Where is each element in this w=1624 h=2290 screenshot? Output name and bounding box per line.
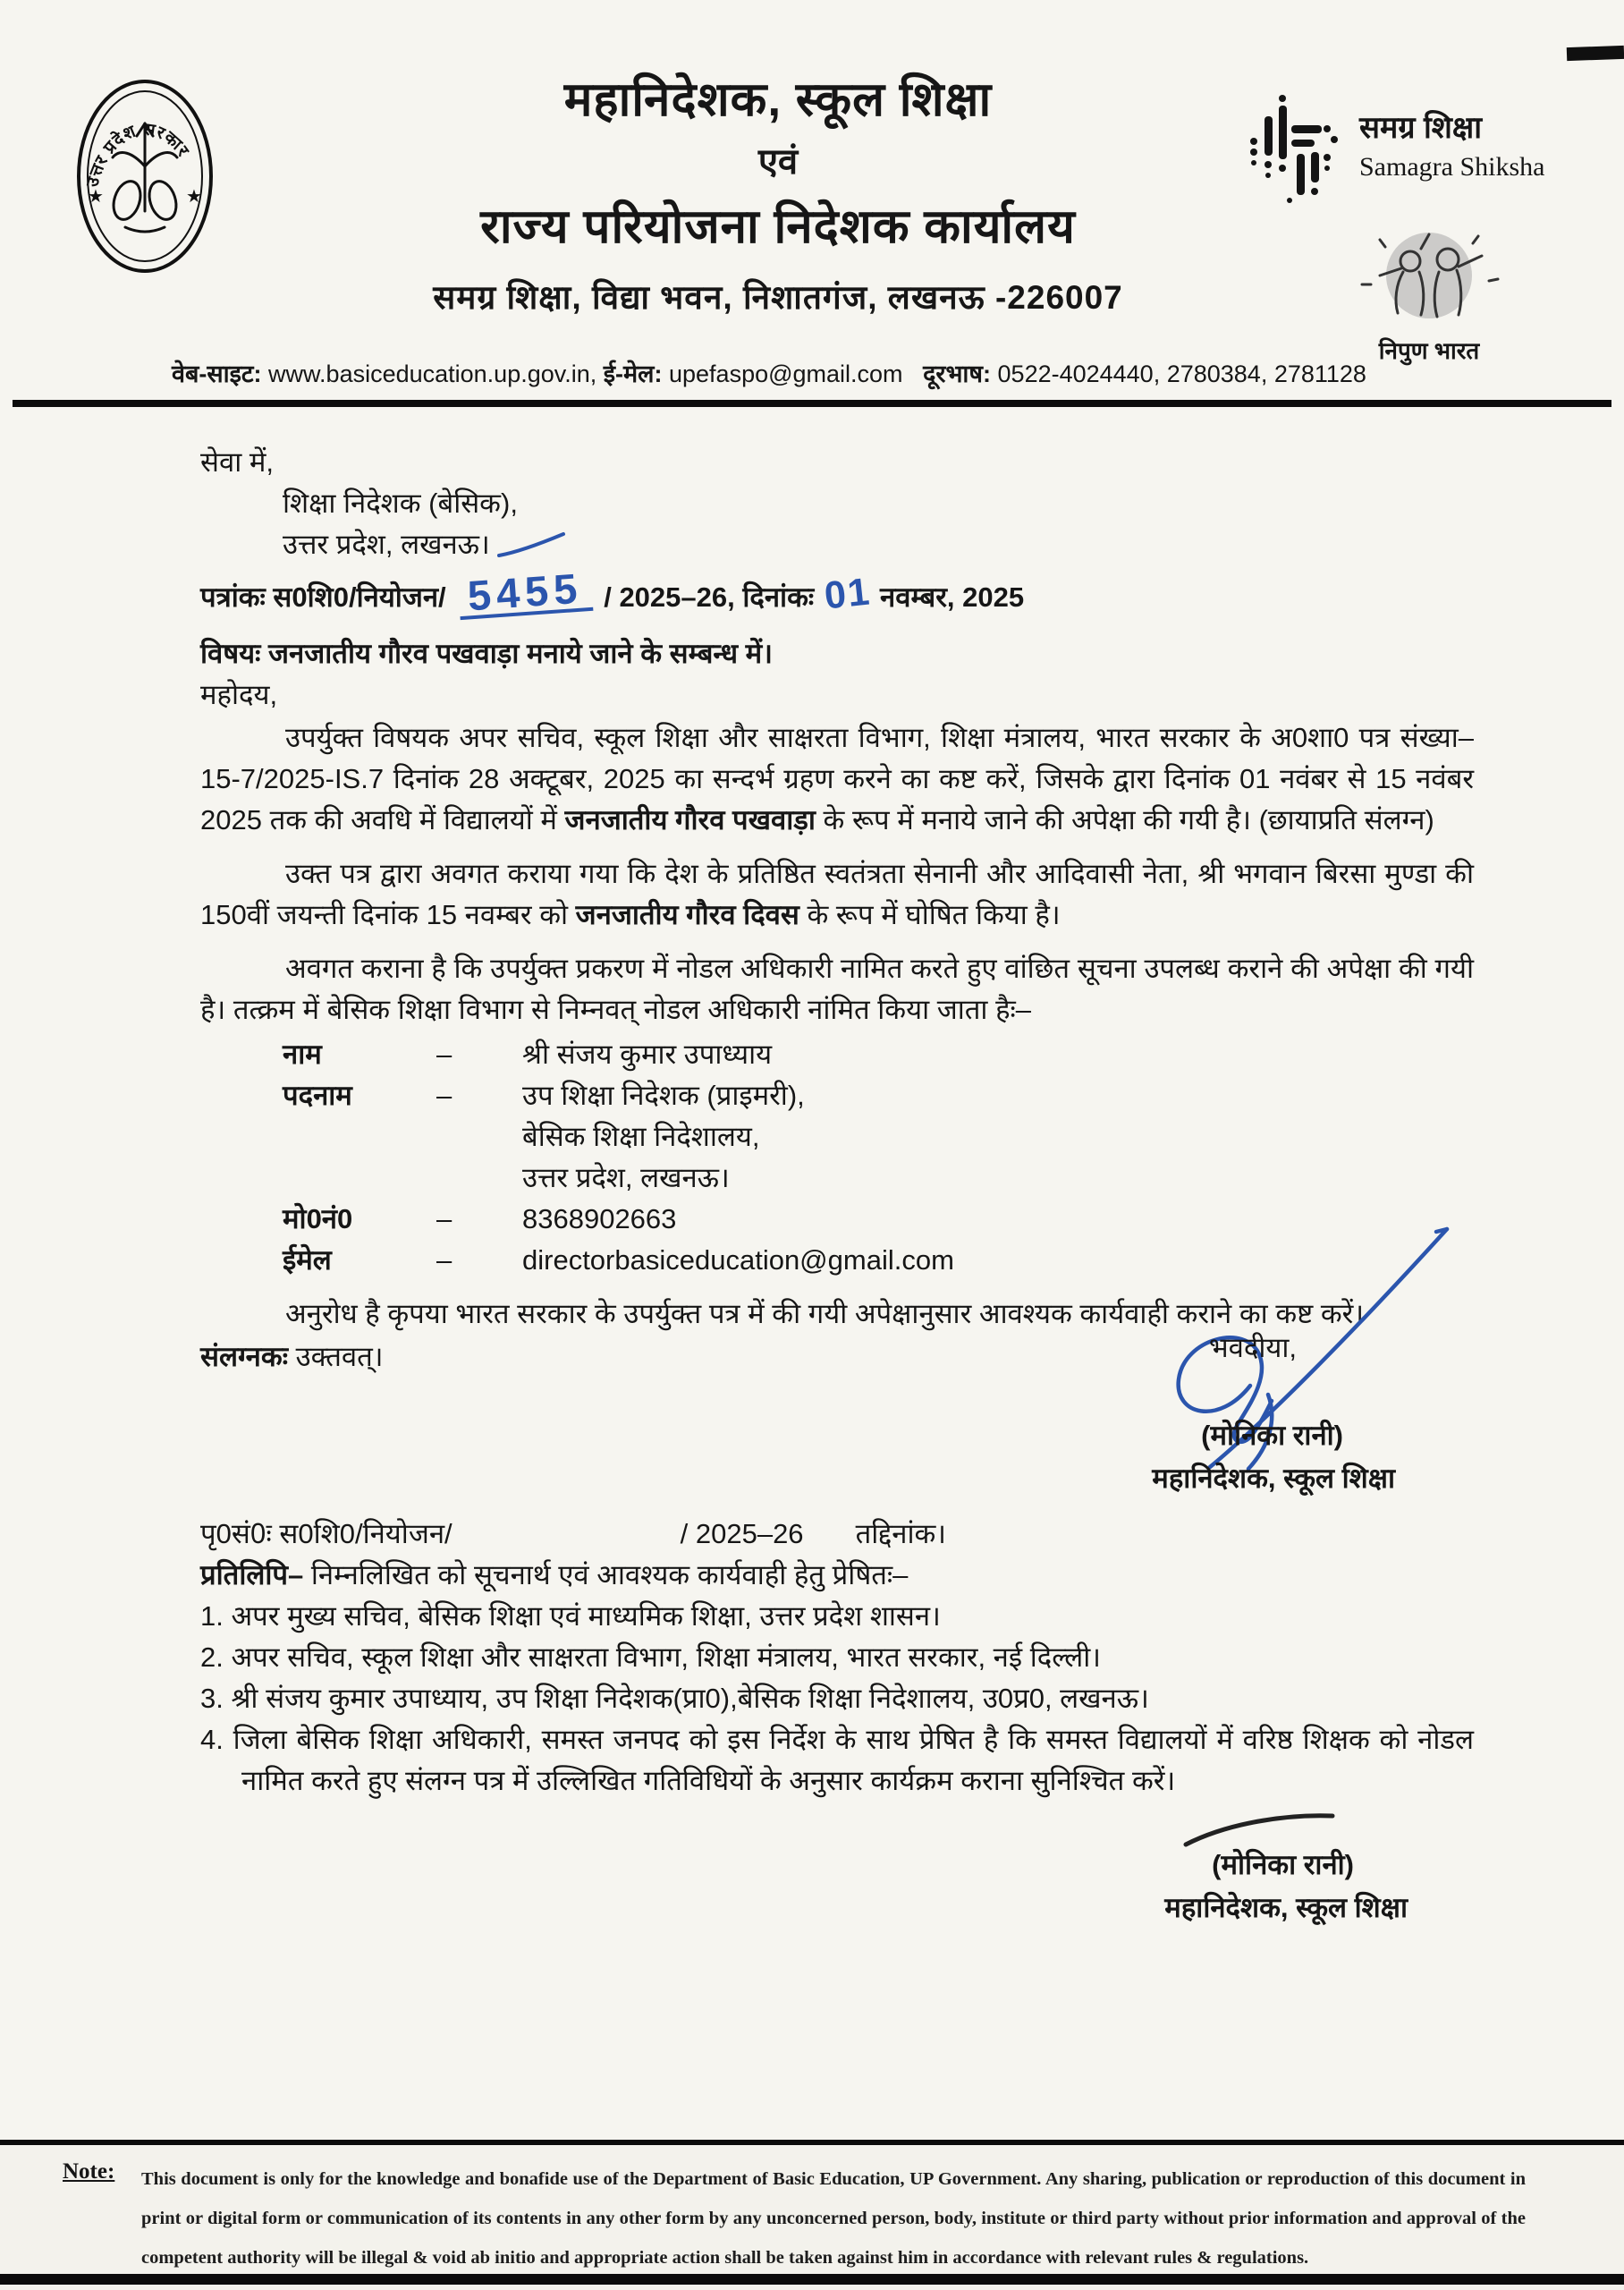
para2-bold: जनजातीय गौरव दिवस (575, 899, 799, 930)
note-text: This document is only for the knowledge and bonafide use of the Department of Basic Education, UP Government. Any sharing, publication or reproduction of this document in print or digital form or communication of its contents in any other form by any unconcerned person, body, institute or third party without prior information and approval of the competent authority will be illegal & void ab initio and appropriate action shall be taken against him in accordance with relevant rules & regulations. (141, 2169, 1526, 2268)
copy-heading (200, 1555, 1474, 1596)
website-value: www.basiceducation.up.gov.in, (268, 360, 597, 387)
para1-bold: जनजातीय गौरव पखवाड़ा (564, 804, 816, 835)
footer-bottom-rule (0, 2274, 1624, 2285)
para2-pre: उक्त पत्र द्वारा अवगत कराया गया कि देश के प्रतिष्ठित स्वतंत्रता सेनानी और आदिवासी नेता, श्री भगवान बिरसा मुण्डा की 150वीं जयन्ती दिनांक 15 नवम्बर को (200, 858, 1474, 930)
footer-top-rule (0, 2140, 1624, 2145)
enclosure-label: संलग्नकः (200, 1341, 288, 1372)
dash: – (436, 1039, 453, 1070)
signature-block-2 (200, 1811, 1474, 1945)
closing-salutation: भवदीया, (1208, 1332, 1297, 1363)
handwritten-date: 01 (822, 570, 874, 618)
greeting: महोदय, (200, 679, 278, 710)
paragraph-4: अनुरोध है कृपया भारत सरकार के उपर्युक्त पत्र में की गयी अपेक्षानुसार आवश्यक कार्यवाही कराने का कष्ट करें। (285, 1298, 1365, 1329)
up-government-emblem (73, 77, 216, 276)
signatory2-designation: महानिदेशक, स्कूल शिक्षा (1164, 1892, 1408, 1923)
copy-item-text: श्री संजय कुमार उपाध्याय, उप शिक्षा निदेशक(प्रा0),बेसिक शिक्षा निदेशालय, उ0प्र0, लखनऊ। (231, 1683, 1149, 1714)
blue-ink-mark (495, 529, 567, 559)
reference-line (200, 564, 1474, 633)
letter-body (200, 442, 1474, 1945)
dash: – (436, 1080, 453, 1111)
nodal-officer-details (283, 1034, 1474, 1281)
copy-item-text: जिला बेसिक शिक्षा अधिकारी, समस्त जनपद को इस निर्देश के साथ प्रेषित है कि समस्त विद्यालयों में वरिष्ठ शिक्षक को नोडल नामित करते हुए संलग्न पत्र में उल्लिखित गतिविधियों के अनुसार कार्यक्रम कराना सुनिश्चित करें। (233, 1724, 1474, 1796)
dash: – (436, 1203, 453, 1234)
detail-row-mobile (283, 1199, 1474, 1240)
detail-row-designation-3 (283, 1158, 1474, 1199)
designation-line1: उप शिक्षा निदेशक (प्राइमरी), (522, 1080, 805, 1111)
copy-item-num: 2. (200, 1641, 224, 1673)
ref-middle: / 2025–26, दिनांकः (604, 581, 815, 613)
letterhead (295, 64, 1261, 318)
up-government-seal-icon (73, 77, 216, 276)
email-row-value: directorbasiceducation@gmail.com (522, 1244, 954, 1276)
detail-row-email (283, 1240, 1474, 1281)
name-value: श्री संजय कुमार उपाध्याय (522, 1039, 773, 1070)
enclosure-value: उक्तवत्। (295, 1341, 384, 1372)
paragraph-1 (200, 717, 1474, 841)
contact-line (172, 356, 1366, 389)
email-row-label: ईमेल (283, 1244, 332, 1276)
copy-item-1 (200, 1596, 1474, 1637)
copy-item-text: अपर सचिव, स्कूल शिक्षा और साक्षरता विभाग, शिक्षा मंत्रालय, भारत सरकार, नई दिल्ली। (231, 1641, 1101, 1673)
email-label: ई-मेल: (603, 360, 663, 387)
endorsement-suffix: तद्दिनांक। (855, 1518, 947, 1549)
endorsement-middle: / 2025–26 (680, 1518, 804, 1549)
office-address: समग्र शिक्षा, विद्या भवन, निशातगंज, लखनऊ -226007 (433, 279, 1123, 316)
detail-row-name (283, 1034, 1474, 1075)
ref-label: पत्रांकः स0शि0/नियोजन/ (200, 581, 446, 613)
addressee-line2-text: उत्तर प्रदेश, लखनऊ। (283, 529, 490, 560)
office-title-line1: महानिदेशक, स्कूल शिक्षा (563, 73, 993, 126)
note-label: Note: (63, 2159, 115, 2184)
addressee-line2 (200, 524, 1474, 565)
mobile-value: 8368902663 (522, 1203, 677, 1234)
mobile-label: मो0नं0 (283, 1203, 353, 1234)
samagra-label-hindi: समग्र शिक्षा (1359, 111, 1483, 145)
salutation: सेवा में, (200, 446, 274, 478)
footer-note-box (0, 2140, 1624, 2290)
copy-item-num: 3. (200, 1683, 224, 1714)
copy-heading-text: निम्नलिखित को सूचनार्थ एवं आवश्यक कार्यवाही हेतु प्रेषितः– (310, 1559, 909, 1590)
signatory-name: (मोनिका रानी) (1201, 1420, 1343, 1451)
designation-label: पदनाम (283, 1080, 352, 1111)
copy-item-text: अपर मुख्य सचिव, बेसिक शिक्षा एवं माध्यमिक शिक्षा, उत्तर प्रदेश शासन। (231, 1600, 941, 1632)
addressee-line1: शिक्षा निदेशक (बेसिक), (283, 488, 518, 519)
website-label: वेब-साइट: (172, 360, 262, 387)
signatory2-name: (मोनिका रानी) (1212, 1849, 1354, 1880)
samagra-label-english: Samagra Shiksha (1359, 152, 1545, 182)
emblem-star-right: ★ (186, 187, 202, 207)
phone-numbers: 0522-4024440, 2780384, 2781128 (997, 360, 1366, 387)
subject-line: विषयः जनजातीय गौरव पखवाड़ा मनाये जाने के सम्बन्ध में। (200, 638, 773, 669)
designation-line2: बेसिक शिक्षा निदेशालय, (522, 1121, 760, 1152)
designation-line3: उत्तर प्रदेश, लखनऊ। (522, 1162, 730, 1193)
office-title-line3: राज्य परियोजना निदेशक कार्यालय (480, 200, 1076, 253)
signatory-designation: महानिदेशक, स्कूल शिक्षा (1152, 1463, 1395, 1494)
copy-item-num: 4. (200, 1724, 224, 1755)
email-value: upefaspo@gmail.com (669, 360, 903, 387)
nipun-bharat-logo (1340, 222, 1518, 366)
office-title-line2: एवं (757, 142, 799, 182)
paragraph-2 (200, 853, 1474, 936)
header-divider (13, 400, 1611, 407)
paragraph-3: अवगत कराना है कि उपर्युक्त प्रकरण में नोडल अधिकारी नामित करते हुए वांछित सूचना उपलब्ध कराने की अपेक्षा की गयी है। तत्क्रम में बेसिक शिक्षा विभाग से निम्नवत् नोडल अधिकारी नांमित किया जाता हैः– (200, 953, 1474, 1025)
phone-label: दूरभाष: (923, 360, 992, 387)
nipun-bharat-children-icon (1344, 222, 1514, 327)
copy-item-3 (200, 1678, 1474, 1719)
copy-item-4 (200, 1719, 1474, 1802)
samagra-shiksha-logo (1241, 89, 1544, 206)
endorsement-line (200, 1514, 1474, 1555)
para1-post: के रूप में मनाये जाने की अपेक्षा की गयी है। (छायाप्रति संलग्न) (815, 804, 1434, 835)
emblem-star-left: ★ (88, 187, 104, 207)
ref-date-rest: नवम्बर, 2025 (880, 581, 1025, 613)
signature-stroke-icon (1179, 1809, 1340, 1848)
detail-row-designation (283, 1075, 1474, 1116)
copy-item-num: 1. (200, 1600, 224, 1632)
para2-post: के रूप में घोषित किया है। (799, 899, 1061, 930)
name-label: नाम (283, 1039, 322, 1070)
copy-item-2 (200, 1637, 1474, 1678)
para1-pre: उपर्युक्त विषयक अपर सचिव, स्कूल शिक्षा और साक्षरता विभाग, शिक्षा मंत्रालय, भारत सरकार के अ0शा0 पत्र संख्या–15-7/2025-IS.7 दिनांक 28 अक्टूबर, 2025 का सन्दर्भ ग्रहण करने का कष्ट करें, जिसके द्वारा दिनांक 01 नवंबर से 15 नवंबर 2025 तक की अवधि में विद्यालयों में (200, 722, 1474, 835)
copy-heading-label: प्रतिलिपि– (200, 1559, 304, 1590)
detail-row-designation-2 (283, 1116, 1474, 1158)
handwritten-letter-number: 5455 (457, 570, 592, 620)
scan-artifact (1567, 46, 1624, 61)
nipun-bharat-label: निपुण भारत (1378, 337, 1480, 364)
dash: – (436, 1244, 453, 1276)
samagra-shiksha-icon (1241, 89, 1347, 206)
endorsement-label: पृ0सं0ः स0शि0/नियोजन/ (200, 1518, 453, 1549)
emblem-text: उत्तर प्रदेश सरकार (83, 120, 193, 190)
